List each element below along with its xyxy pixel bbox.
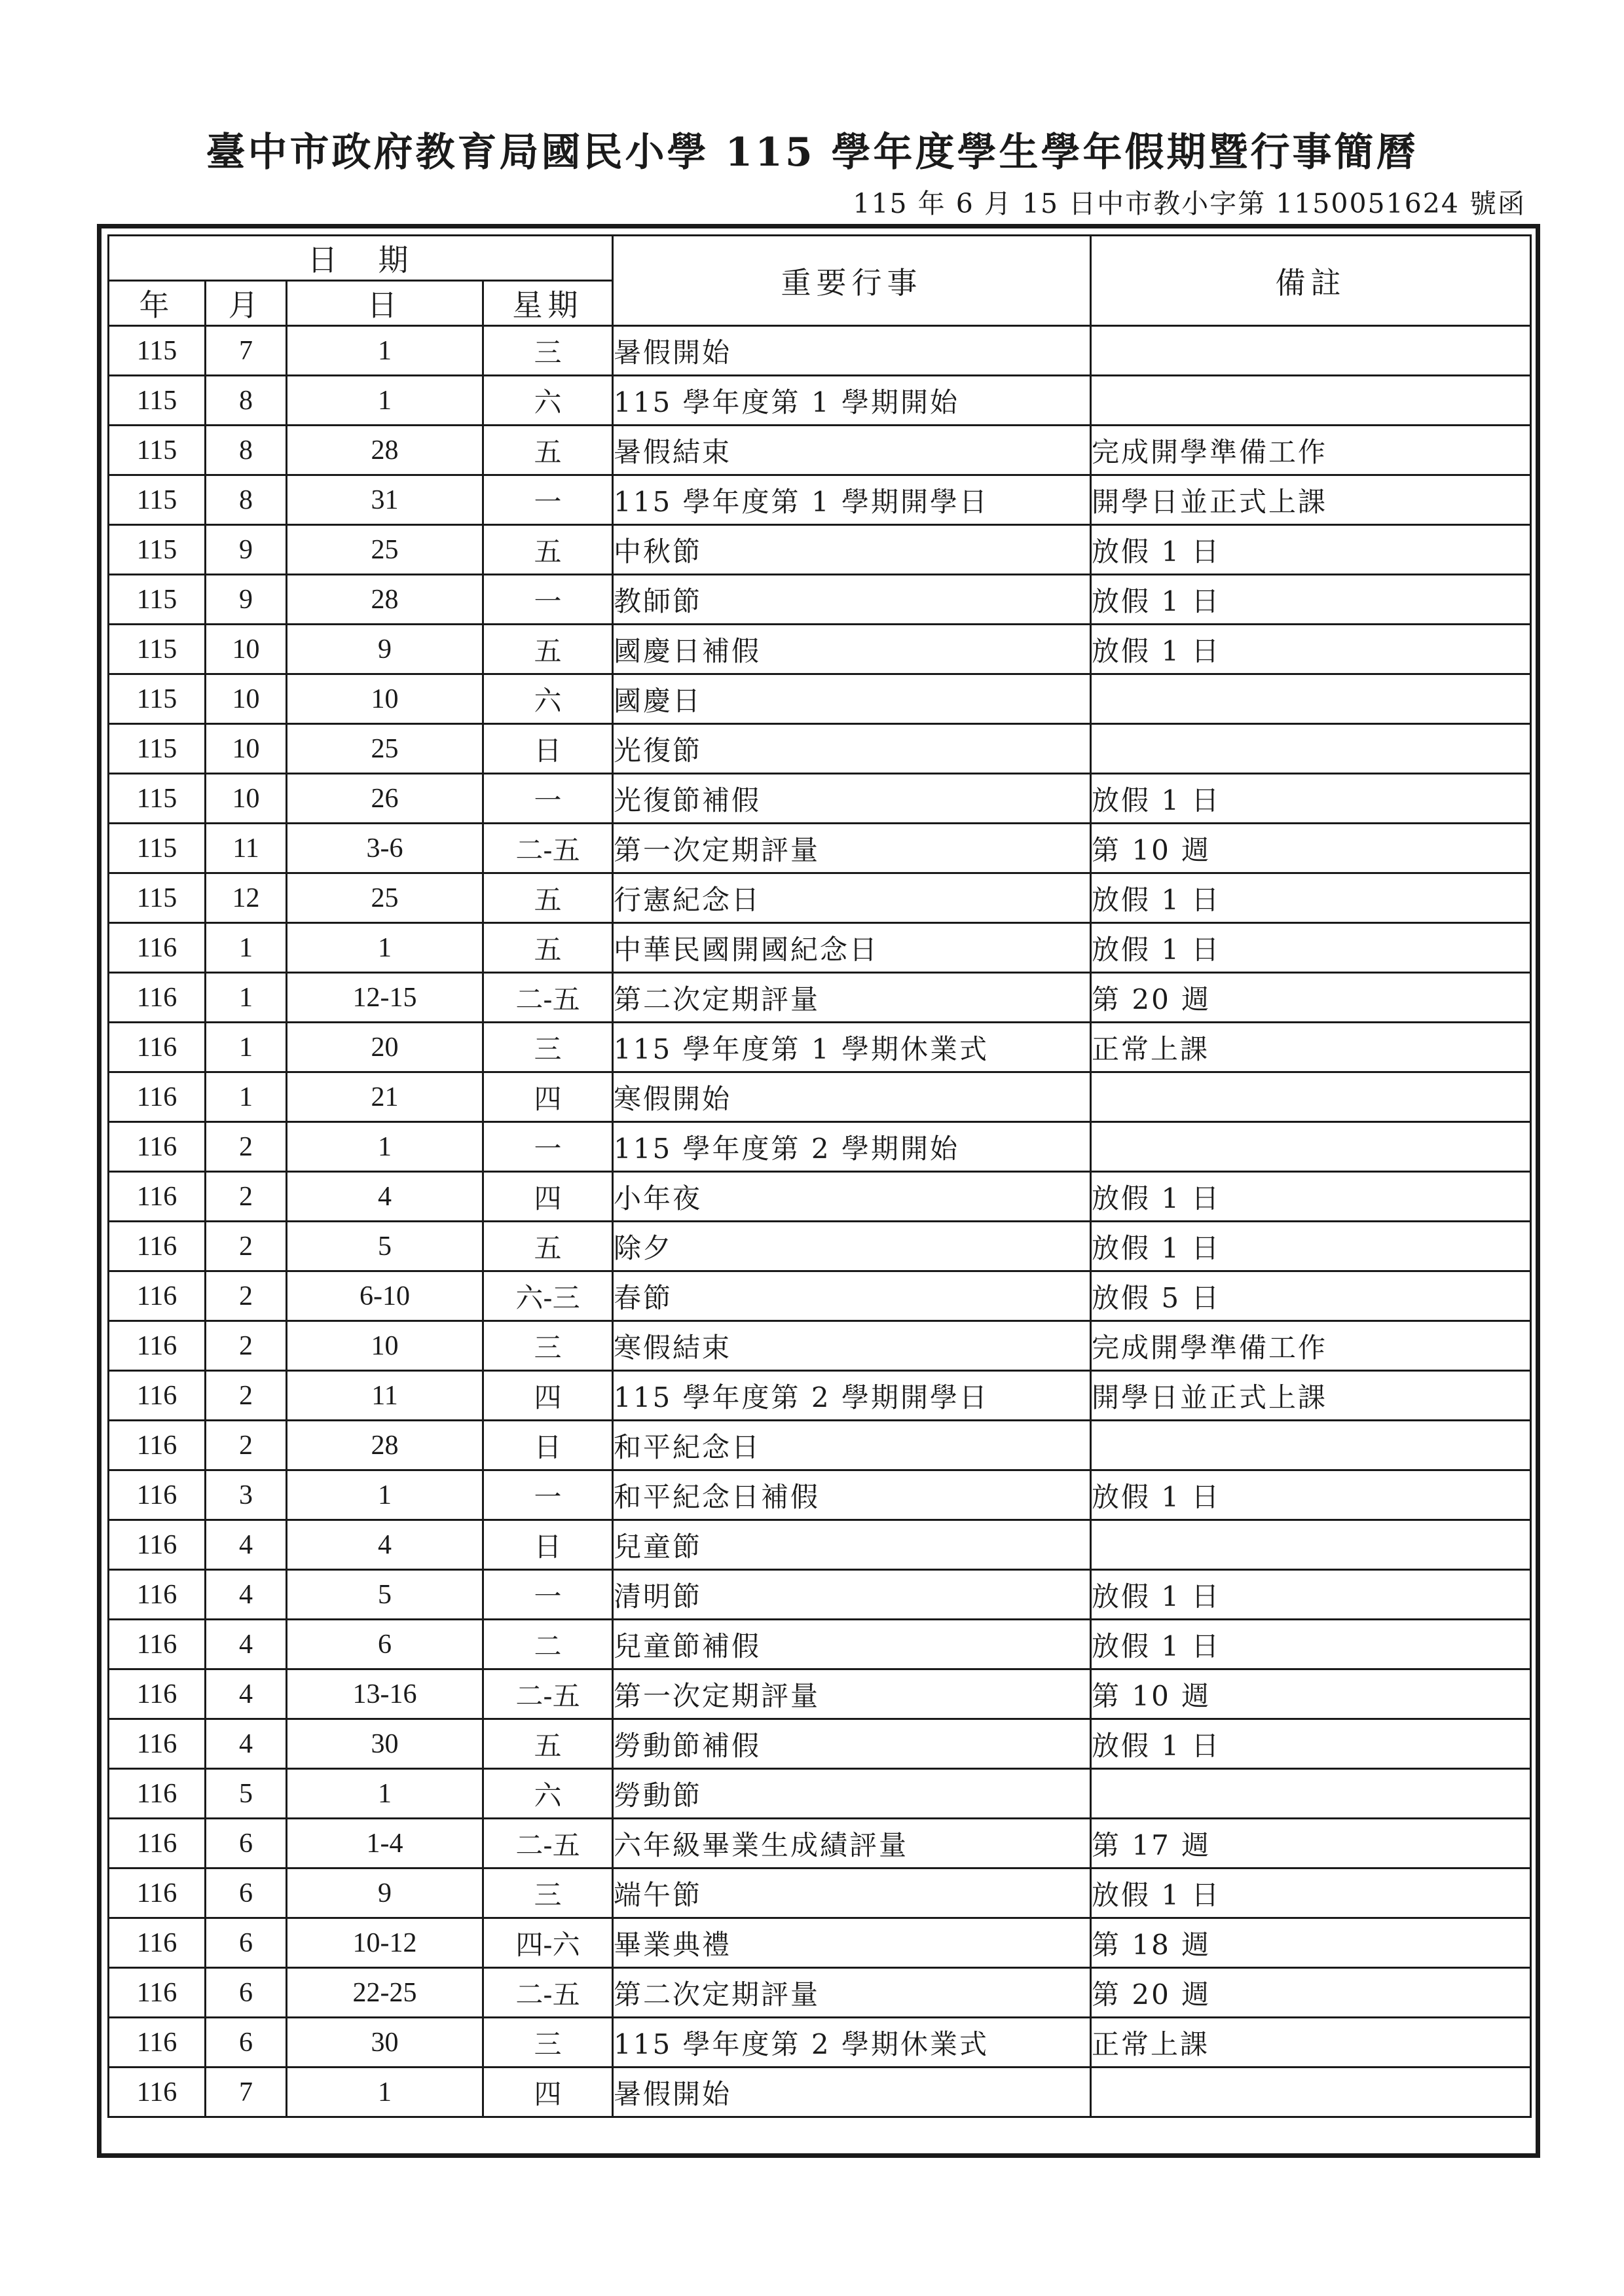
year-cell: 115 xyxy=(109,426,206,475)
table-row xyxy=(109,973,1531,1023)
day-cell: 20 xyxy=(287,1023,483,1072)
month-cell: 4 xyxy=(206,1570,287,1620)
note-cell: 第 10 週 xyxy=(1091,824,1531,873)
note-cell: 放假 1 日 xyxy=(1091,575,1531,625)
year-cell: 116 xyxy=(109,1421,206,1470)
month-cell: 2 xyxy=(206,1271,287,1321)
event-cell: 和平紀念日補假 xyxy=(613,1470,1091,1520)
year-cell: 115 xyxy=(109,326,206,376)
weekday-cell: 四 xyxy=(483,2068,613,2117)
weekday-cell: 日 xyxy=(483,1421,613,1470)
day-cell: 5 xyxy=(287,1570,483,1620)
day-cell: 25 xyxy=(287,873,483,923)
day-cell: 1-4 xyxy=(287,1819,483,1868)
table-row xyxy=(109,873,1531,923)
year-cell: 116 xyxy=(109,1371,206,1421)
note-cell: 開學日並正式上課 xyxy=(1091,1371,1531,1421)
table-row xyxy=(109,923,1531,973)
day-cell: 30 xyxy=(287,2018,483,2068)
event-cell: 國慶日補假 xyxy=(613,625,1091,674)
month-cell: 10 xyxy=(206,774,287,824)
note-cell: 放假 1 日 xyxy=(1091,923,1531,973)
event-cell: 第二次定期評量 xyxy=(613,1968,1091,2018)
year-cell: 115 xyxy=(109,525,206,575)
note-cell: 放假 1 日 xyxy=(1091,625,1531,674)
day-cell: 28 xyxy=(287,575,483,625)
year-cell: 115 xyxy=(109,475,206,525)
year-cell: 116 xyxy=(109,1023,206,1072)
month-cell: 2 xyxy=(206,1172,287,1222)
month-cell: 10 xyxy=(206,724,287,774)
table-row xyxy=(109,1620,1531,1669)
event-cell: 中秋節 xyxy=(613,525,1091,575)
year-cell: 115 xyxy=(109,625,206,674)
table-row xyxy=(109,1819,1531,1868)
day-cell: 30 xyxy=(287,1719,483,1769)
day-cell: 1 xyxy=(287,1769,483,1819)
month-cell: 2 xyxy=(206,1421,287,1470)
table-row xyxy=(109,674,1531,724)
table-row xyxy=(109,1222,1531,1271)
note-cell xyxy=(1091,376,1531,426)
month-cell: 8 xyxy=(206,475,287,525)
event-cell: 光復節補假 xyxy=(613,774,1091,824)
note-cell: 放假 1 日 xyxy=(1091,873,1531,923)
weekday-cell: 五 xyxy=(483,1222,613,1271)
event-cell: 寒假開始 xyxy=(613,1072,1091,1122)
weekday-cell: 三 xyxy=(483,1023,613,1072)
note-cell xyxy=(1091,1072,1531,1122)
table-row xyxy=(109,525,1531,575)
note-cell: 放假 1 日 xyxy=(1091,1868,1531,1918)
weekday-cell: 二-五 xyxy=(483,1968,613,2018)
weekday-cell: 六 xyxy=(483,1769,613,1819)
month-cell: 1 xyxy=(206,973,287,1023)
day-cell: 31 xyxy=(287,475,483,525)
event-cell: 暑假開始 xyxy=(613,2068,1091,2117)
day-cell: 22-25 xyxy=(287,1968,483,2018)
event-cell: 六年級畢業生成績評量 xyxy=(613,1819,1091,1868)
document-reference: 115 年 6 月 15 日中市教小字第 1150051624 號函 xyxy=(853,188,1526,219)
event-cell: 寒假結束 xyxy=(613,1321,1091,1371)
day-cell: 21 xyxy=(287,1072,483,1122)
month-cell: 6 xyxy=(206,1819,287,1868)
year-cell: 116 xyxy=(109,1321,206,1371)
year-cell: 115 xyxy=(109,674,206,724)
month-cell: 2 xyxy=(206,1371,287,1421)
date-group-header: 日 期 xyxy=(109,236,613,281)
note-cell: 放假 1 日 xyxy=(1091,1719,1531,1769)
note-cell: 第 17 週 xyxy=(1091,1819,1531,1868)
month-cell: 8 xyxy=(206,376,287,426)
table-body xyxy=(109,326,1531,2117)
weekday-cell: 二-五 xyxy=(483,1669,613,1719)
weekday-cell: 四 xyxy=(483,1072,613,1122)
year-cell: 116 xyxy=(109,1122,206,1172)
event-cell: 暑假結束 xyxy=(613,426,1091,475)
weekday-cell: 五 xyxy=(483,426,613,475)
weekday-cell: 日 xyxy=(483,1520,613,1570)
month-cell: 4 xyxy=(206,1669,287,1719)
event-cell: 清明節 xyxy=(613,1570,1091,1620)
weekday-cell: 三 xyxy=(483,1321,613,1371)
weekday-cell: 一 xyxy=(483,1470,613,1520)
weekday-cell: 四 xyxy=(483,1371,613,1421)
day-cell: 9 xyxy=(287,625,483,674)
event-cell: 春節 xyxy=(613,1271,1091,1321)
note-cell: 放假 1 日 xyxy=(1091,1470,1531,1520)
note-cell: 第 18 週 xyxy=(1091,1918,1531,1968)
month-cell: 6 xyxy=(206,1918,287,1968)
year-cell: 115 xyxy=(109,774,206,824)
table-row xyxy=(109,426,1531,475)
table-row xyxy=(109,376,1531,426)
table-row xyxy=(109,1421,1531,1470)
day-cell: 1 xyxy=(287,923,483,973)
day-cell: 1 xyxy=(287,326,483,376)
weekday-cell: 一 xyxy=(483,475,613,525)
event-cell: 勞動節 xyxy=(613,1769,1091,1819)
note-cell: 正常上課 xyxy=(1091,2018,1531,2068)
year-cell: 116 xyxy=(109,2018,206,2068)
weekday-cell: 五 xyxy=(483,1719,613,1769)
event-cell: 第二次定期評量 xyxy=(613,973,1091,1023)
year-cell: 116 xyxy=(109,1570,206,1620)
note-cell xyxy=(1091,724,1531,774)
note-cell: 放假 1 日 xyxy=(1091,525,1531,575)
weekday-cell: 五 xyxy=(483,625,613,674)
table-row xyxy=(109,1868,1531,1918)
table-row xyxy=(109,1122,1531,1172)
event-cell: 小年夜 xyxy=(613,1172,1091,1222)
table-row xyxy=(109,1023,1531,1072)
table-row xyxy=(109,1470,1531,1520)
table-row xyxy=(109,824,1531,873)
weekday-cell: 一 xyxy=(483,1122,613,1172)
event-cell: 端午節 xyxy=(613,1868,1091,1918)
event-cell: 光復節 xyxy=(613,724,1091,774)
weekday-cell: 六 xyxy=(483,376,613,426)
event-cell: 第一次定期評量 xyxy=(613,824,1091,873)
weekday-cell: 一 xyxy=(483,774,613,824)
event-cell: 兒童節 xyxy=(613,1520,1091,1570)
month-cell: 1 xyxy=(206,1023,287,1072)
school-calendar-table xyxy=(107,234,1532,2118)
table-row xyxy=(109,1072,1531,1122)
table-row xyxy=(109,724,1531,774)
year-cell: 116 xyxy=(109,1620,206,1669)
year-cell: 115 xyxy=(109,724,206,774)
month-cell: 12 xyxy=(206,873,287,923)
day-cell: 13-16 xyxy=(287,1669,483,1719)
note-cell xyxy=(1091,1122,1531,1172)
note-cell: 開學日並正式上課 xyxy=(1091,475,1531,525)
month-cell: 1 xyxy=(206,923,287,973)
table-row xyxy=(109,1968,1531,2018)
note-cell xyxy=(1091,674,1531,724)
note-cell xyxy=(1091,326,1531,376)
day-cell: 6-10 xyxy=(287,1271,483,1321)
month-cell: 4 xyxy=(206,1520,287,1570)
note-cell: 完成開學準備工作 xyxy=(1091,426,1531,475)
note-header: 備註 xyxy=(1091,236,1531,326)
weekday-cell: 日 xyxy=(483,724,613,774)
day-cell: 25 xyxy=(287,525,483,575)
year-cell: 116 xyxy=(109,1719,206,1769)
note-cell: 放假 1 日 xyxy=(1091,1570,1531,1620)
day-cell: 1 xyxy=(287,2068,483,2117)
month-cell: 10 xyxy=(206,674,287,724)
event-cell: 兒童節補假 xyxy=(613,1620,1091,1669)
year-cell: 116 xyxy=(109,1669,206,1719)
day-cell: 3-6 xyxy=(287,824,483,873)
month-cell: 2 xyxy=(206,1321,287,1371)
event-cell: 除夕 xyxy=(613,1222,1091,1271)
note-cell: 放假 1 日 xyxy=(1091,1620,1531,1669)
month-cell: 4 xyxy=(206,1620,287,1669)
table-row xyxy=(109,1520,1531,1570)
note-cell: 第 20 週 xyxy=(1091,1968,1531,2018)
table-row xyxy=(109,1271,1531,1321)
month-cell: 6 xyxy=(206,1868,287,1918)
weekday-header: 星期 xyxy=(483,281,613,326)
year-cell: 116 xyxy=(109,1819,206,1868)
table-row xyxy=(109,2068,1531,2117)
month-cell: 7 xyxy=(206,326,287,376)
weekday-cell: 二-五 xyxy=(483,973,613,1023)
year-cell: 116 xyxy=(109,973,206,1023)
table-row xyxy=(109,1371,1531,1421)
year-cell: 116 xyxy=(109,1868,206,1918)
weekday-cell: 六 xyxy=(483,674,613,724)
day-cell: 6 xyxy=(287,1620,483,1669)
day-cell: 26 xyxy=(287,774,483,824)
month-cell: 7 xyxy=(206,2068,287,2117)
weekday-cell: 四 xyxy=(483,1172,613,1222)
year-cell: 115 xyxy=(109,376,206,426)
event-cell: 中華民國開國紀念日 xyxy=(613,923,1091,973)
note-cell: 完成開學準備工作 xyxy=(1091,1321,1531,1371)
year-cell: 116 xyxy=(109,1271,206,1321)
note-cell: 第 20 週 xyxy=(1091,973,1531,1023)
table-row xyxy=(109,1719,1531,1769)
month-cell: 2 xyxy=(206,1222,287,1271)
year-cell: 115 xyxy=(109,575,206,625)
year-cell: 116 xyxy=(109,2068,206,2117)
day-cell: 5 xyxy=(287,1222,483,1271)
weekday-cell: 二-五 xyxy=(483,1819,613,1868)
table-row xyxy=(109,475,1531,525)
year-header: 年 xyxy=(109,281,206,326)
month-cell: 4 xyxy=(206,1719,287,1769)
weekday-cell: 五 xyxy=(483,525,613,575)
table-row xyxy=(109,326,1531,376)
day-cell: 10-12 xyxy=(287,1918,483,1968)
year-cell: 116 xyxy=(109,1520,206,1570)
weekday-cell: 五 xyxy=(483,923,613,973)
day-cell: 12-15 xyxy=(287,973,483,1023)
weekday-cell: 六-三 xyxy=(483,1271,613,1321)
event-cell: 勞動節補假 xyxy=(613,1719,1091,1769)
year-cell: 116 xyxy=(109,1769,206,1819)
day-cell: 1 xyxy=(287,376,483,426)
weekday-cell: 二 xyxy=(483,1620,613,1669)
weekday-cell: 五 xyxy=(483,873,613,923)
table-row xyxy=(109,1570,1531,1620)
weekday-cell: 一 xyxy=(483,1570,613,1620)
year-cell: 116 xyxy=(109,1968,206,2018)
day-cell: 9 xyxy=(287,1868,483,1918)
weekday-cell: 一 xyxy=(483,575,613,625)
event-cell: 115 學年度第 1 學期開學日 xyxy=(613,475,1091,525)
month-cell: 9 xyxy=(206,575,287,625)
weekday-cell: 三 xyxy=(483,2018,613,2068)
day-cell: 28 xyxy=(287,426,483,475)
table-row xyxy=(109,575,1531,625)
document-title: 臺中市政府教育局國民小學 115 學年度學生學年假期暨行事簡曆 xyxy=(206,130,1418,175)
day-header: 日 xyxy=(287,281,483,326)
note-cell: 放假 1 日 xyxy=(1091,1172,1531,1222)
table-row xyxy=(109,1669,1531,1719)
table-row xyxy=(109,625,1531,674)
note-cell: 第 10 週 xyxy=(1091,1669,1531,1719)
event-cell: 畢業典禮 xyxy=(613,1918,1091,1968)
month-cell: 10 xyxy=(206,625,287,674)
month-cell: 9 xyxy=(206,525,287,575)
note-cell: 放假 1 日 xyxy=(1091,1222,1531,1271)
note-cell: 放假 5 日 xyxy=(1091,1271,1531,1321)
event-header: 重要行事 xyxy=(613,236,1091,326)
day-cell: 1 xyxy=(287,1470,483,1520)
event-cell: 暑假開始 xyxy=(613,326,1091,376)
event-cell: 國慶日 xyxy=(613,674,1091,724)
weekday-cell: 二-五 xyxy=(483,824,613,873)
year-cell: 115 xyxy=(109,873,206,923)
month-header: 月 xyxy=(206,281,287,326)
note-cell: 放假 1 日 xyxy=(1091,774,1531,824)
weekday-cell: 四-六 xyxy=(483,1918,613,1968)
year-cell: 115 xyxy=(109,824,206,873)
day-cell: 4 xyxy=(287,1172,483,1222)
note-cell xyxy=(1091,1520,1531,1570)
day-cell: 10 xyxy=(287,674,483,724)
event-cell: 第一次定期評量 xyxy=(613,1669,1091,1719)
table-row xyxy=(109,1172,1531,1222)
table-row xyxy=(109,1918,1531,1968)
month-cell: 3 xyxy=(206,1470,287,1520)
note-cell: 正常上課 xyxy=(1091,1023,1531,1072)
event-cell: 115 學年度第 1 學期休業式 xyxy=(613,1023,1091,1072)
weekday-cell: 三 xyxy=(483,326,613,376)
year-cell: 116 xyxy=(109,1072,206,1122)
day-cell: 10 xyxy=(287,1321,483,1371)
event-cell: 115 學年度第 2 學期開始 xyxy=(613,1122,1091,1172)
day-cell: 4 xyxy=(287,1520,483,1570)
day-cell: 28 xyxy=(287,1421,483,1470)
note-cell xyxy=(1091,1769,1531,1819)
month-cell: 2 xyxy=(206,1122,287,1172)
year-cell: 116 xyxy=(109,1222,206,1271)
day-cell: 1 xyxy=(287,1122,483,1172)
month-cell: 6 xyxy=(206,2018,287,2068)
year-cell: 116 xyxy=(109,1918,206,1968)
day-cell: 11 xyxy=(287,1371,483,1421)
note-cell xyxy=(1091,2068,1531,2117)
event-cell: 115 學年度第 2 學期休業式 xyxy=(613,2018,1091,2068)
table-row xyxy=(109,1769,1531,1819)
year-cell: 116 xyxy=(109,1172,206,1222)
year-cell: 116 xyxy=(109,923,206,973)
month-cell: 5 xyxy=(206,1769,287,1819)
weekday-cell: 三 xyxy=(483,1868,613,1918)
month-cell: 6 xyxy=(206,1968,287,2018)
month-cell: 11 xyxy=(206,824,287,873)
event-cell: 和平紀念日 xyxy=(613,1421,1091,1470)
month-cell: 8 xyxy=(206,426,287,475)
month-cell: 1 xyxy=(206,1072,287,1122)
event-cell: 115 學年度第 2 學期開學日 xyxy=(613,1371,1091,1421)
event-cell: 行憲紀念日 xyxy=(613,873,1091,923)
table-row xyxy=(109,1321,1531,1371)
table-row xyxy=(109,774,1531,824)
note-cell xyxy=(1091,1421,1531,1470)
year-cell: 116 xyxy=(109,1470,206,1520)
table-row xyxy=(109,2018,1531,2068)
event-cell: 115 學年度第 1 學期開始 xyxy=(613,376,1091,426)
event-cell: 教師節 xyxy=(613,575,1091,625)
day-cell: 25 xyxy=(287,724,483,774)
